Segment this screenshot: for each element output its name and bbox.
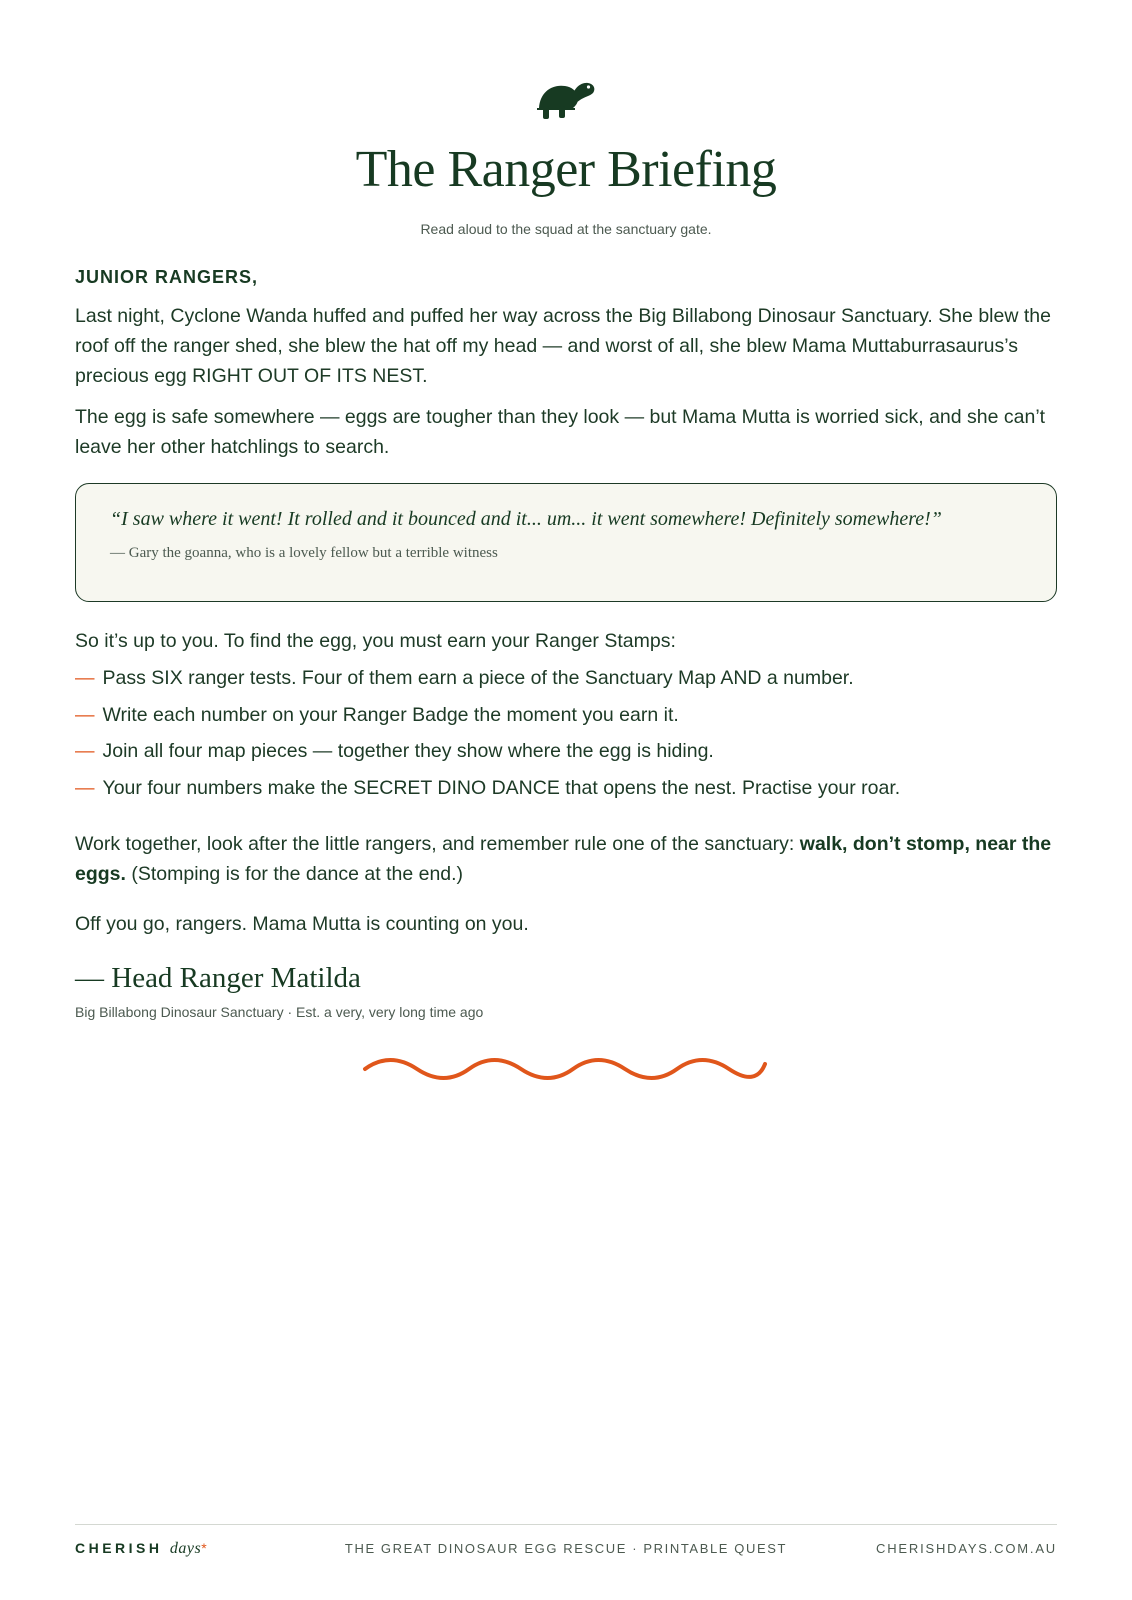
brand-italic: days [169,1540,202,1557]
list-item-text: Your four numbers make the SECRET DINO DANCE that opens the nest. Practise your roar. [102,776,901,799]
paragraph-storm: Last night, Cyclone Wanda huffed and puffed her way across the Big Billabong Dinosaur Sanctuary. She blew the roof off the ranger shed, she blew the hat off my head — and worst of all, she blew Mama Muttaburrasaurus’s precious egg RIGHT OUT OF ITS NEST. [75,305,1051,387]
logo [75,78,1057,131]
rule-outro: (Stomping is for the dance at the end.) [125,863,464,885]
paragraph-send-off: Off you go, rangers. Mama Mutta is counting on you. [75,913,529,935]
list-item [75,667,1057,704]
turtle-icon [535,78,597,126]
paragraph-mission: So it’s up to you. To find the egg, you must earn your Ranger Stamps: [75,630,676,652]
brand-caps: CHERISH [75,1540,163,1556]
page-subtitle: Read aloud to the squad at the sanctuary gate. [420,221,712,237]
list-item [75,704,1057,741]
dash-bullet: — [75,776,95,799]
page-title: The Ranger Briefing [355,141,777,198]
footer [75,1540,1057,1560]
paragraph-rule-one [75,829,1057,889]
signature-subtitle: Big Billabong Dinosaur Sanctuary · Est. a very, very long time ago [75,1004,484,1020]
brand-star: * [201,1540,207,1556]
footer-title: THE GREAT DINOSAUR EGG RESCUE · PRINTABLE QUEST [344,1541,788,1556]
page [75,0,1057,1600]
signature: — Head Ranger Matilda [75,962,361,994]
footer-website: CHERISHDAYS.COM.AU [876,1541,1057,1556]
witness-quote-box [75,483,1057,602]
list-item [75,777,1057,814]
dash-bullet: — [75,703,95,726]
list-item-text: Pass SIX ranger tests. Four of them earn a piece of the Sanctuary Map AND a number. [102,667,854,689]
dash-bullet: — [75,667,95,689]
list-item [75,740,1057,777]
paragraph-egg-safe: The egg is safe somewhere — eggs are tougher than they look — but Mama Mutta is worried sick, and she can’t leave her other hatchlings to search. [75,406,1046,458]
quote-attribution: — Gary the goanna, who is a lovely fellow but a terrible witness [110,545,498,561]
dash-bullet: — [75,740,95,762]
letter-greeting: JUNIOR RANGERS, [75,267,259,287]
list-item-text: Join all four map pieces — together they show where the egg is hiding. [102,740,714,762]
rule-one-bold: walk, don’t stomp, near the eggs. [75,833,1052,885]
ranger-task-list [75,667,1057,813]
wave-divider [360,1052,772,1086]
footer-divider [75,1524,1057,1525]
rule-intro: Work together, look after the little rangers, and remember rule one of the sanctuary: [75,833,800,855]
list-item-text: Write each number on your Ranger Badge the moment you earn it. [102,703,679,726]
quote-text: “I saw where it went! It rolled and it bounced and it... um... it went somewhere! Definitely somewhere!” [110,508,942,530]
